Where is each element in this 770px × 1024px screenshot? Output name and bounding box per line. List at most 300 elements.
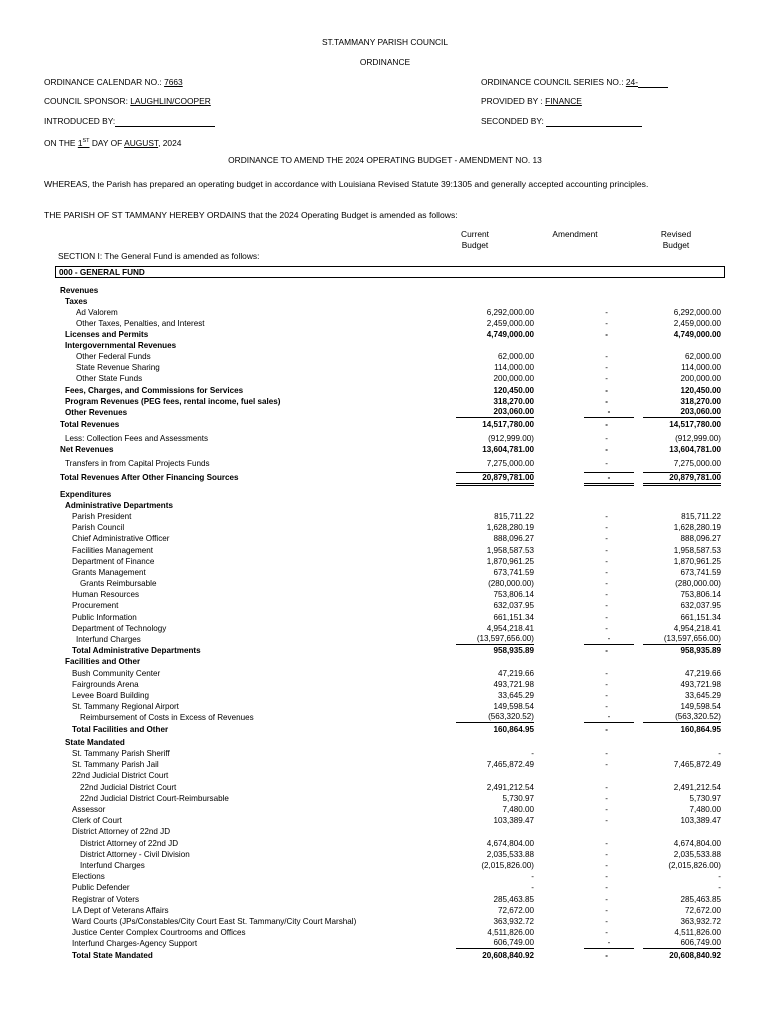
revised-budget-cell: 20,608,840.92 [669, 951, 721, 960]
revised-budget-cell: (563,320.52) [643, 712, 721, 723]
current-budget-cell: 7,480.00 [502, 805, 534, 814]
table-row [0, 307, 770, 318]
table-row [0, 804, 770, 815]
current-budget-cell: 285,463.85 [493, 895, 534, 904]
current-budget-cell: 160,864.95 [493, 725, 534, 734]
row-label: Administrative Departments [65, 501, 173, 510]
revised-budget-cell: 285,463.85 [680, 895, 721, 904]
revised-budget-cell: 673,741.59 [680, 568, 721, 577]
current-budget-cell: (912,999.00) [488, 434, 534, 443]
table-row [0, 351, 770, 362]
row-label: Total State Mandated [72, 951, 153, 960]
row-label: Department of Technology [72, 624, 167, 633]
revised-budget-cell: 661,151.34 [680, 613, 721, 622]
row-label: Total Revenues After Other Financing Sources [60, 473, 239, 482]
revised-budget-cell: (13,597,656.00) [643, 634, 721, 645]
row-label: LA Dept of Veterans Affairs [72, 906, 169, 915]
table-row [0, 511, 770, 522]
amendment-cell: - [605, 557, 608, 566]
current-budget-cell: 1,958,587.53 [486, 546, 534, 555]
current-budget-cell: 33,645.29 [497, 691, 534, 700]
row-label: 22nd Judicial District Court [80, 783, 177, 792]
row-label: St. Tammany Regional Airport [72, 702, 179, 711]
seconded-blank [546, 117, 642, 127]
amendment-cell: - [584, 634, 634, 645]
amendment-cell: - [605, 816, 608, 825]
row-label: Taxes [65, 297, 88, 306]
table-row [0, 578, 770, 589]
row-label: Assessor [72, 805, 106, 814]
current-budget-cell: 14,517,780.00 [482, 420, 534, 429]
document-type: ORDINANCE [359, 57, 411, 67]
amendment-cell: - [584, 472, 634, 486]
table-row [0, 419, 770, 430]
row-label: St. Tammany Parish Jail [72, 760, 159, 769]
current-budget-cell: 753,806.14 [493, 590, 534, 599]
table-row [0, 759, 770, 770]
table-row [0, 433, 770, 444]
amendment-cell: - [605, 601, 608, 610]
amendment-cell: - [605, 760, 608, 769]
table-row [0, 472, 770, 483]
revised-budget-cell: 120,450.00 [680, 386, 721, 395]
date-year: , 2024 [158, 137, 182, 148]
date-day [78, 138, 90, 148]
revised-budget-cell: 114,000.00 [681, 363, 721, 372]
row-label: State Mandated [65, 738, 125, 747]
amendment-cell: - [605, 330, 608, 339]
amendment-cell: - [605, 363, 608, 372]
provided-value: FINANCE [545, 96, 582, 106]
row-label: District Attorney of 22nd JD [72, 827, 171, 836]
amendment-cell: - [605, 646, 608, 655]
calendar-no-line [44, 77, 183, 88]
amendment-cell: - [605, 850, 608, 859]
sponsor-line [44, 96, 211, 107]
current-budget-cell: 13,604,781.00 [482, 445, 534, 454]
revised-budget-cell: 2,459,000.00 [673, 319, 721, 328]
row-label: Total Facilities and Other [72, 725, 169, 734]
revised-budget-cell: 5,730.97 [689, 794, 721, 803]
table-row [0, 634, 770, 645]
row-label: 22nd Judicial District Court [72, 771, 169, 780]
table-row [0, 285, 770, 296]
date-day-number: 1 [77, 137, 83, 148]
current-budget-cell: - [531, 883, 534, 892]
series-blank [638, 78, 668, 88]
current-budget-cell: 114,000.00 [494, 363, 534, 372]
revised-budget-cell: (2,015,826.00) [668, 861, 721, 870]
row-label: Elections [72, 872, 105, 881]
revised-budget-cell: 815,711.22 [681, 512, 721, 521]
row-label: Net Revenues [60, 445, 114, 454]
row-label: Public Information [72, 613, 137, 622]
current-budget-cell: (280,000.00) [488, 579, 534, 588]
current-budget-cell: 120,450.00 [493, 386, 534, 395]
table-row [0, 938, 770, 949]
table-row [0, 793, 770, 804]
whereas-paragraph: WHEREAS, the Parish has prepared an operating budget in accordance with Louisiana Revised Statute 39:1305 and generally accepted accounting principles. [44, 179, 649, 189]
calendar-label: ORDINANCE CALENDAR NO.: [44, 77, 162, 87]
row-label: Clerk of Court [72, 816, 122, 825]
amendment-cell: - [605, 794, 608, 803]
row-label: Other Federal Funds [76, 352, 151, 361]
col-current-line1: Current [461, 229, 489, 239]
table-row [0, 782, 770, 793]
amendment-cell: - [605, 783, 608, 792]
date-month: AUGUST [124, 137, 159, 148]
amendment-cell: - [605, 917, 608, 926]
table-row [0, 522, 770, 533]
table-row [0, 385, 770, 396]
amendment-cell: - [584, 938, 634, 949]
revised-budget-cell: 4,749,000.00 [673, 330, 721, 339]
table-row [0, 329, 770, 340]
revised-budget-cell: 200,000.00 [680, 374, 721, 383]
row-label: Human Resources [72, 590, 140, 599]
revised-budget-cell: 6,292,000.00 [673, 308, 721, 317]
revised-budget-cell: 14,517,780.00 [669, 420, 721, 429]
current-budget-cell: 47,219.66 [497, 669, 534, 678]
current-budget-cell: 661,151.34 [493, 613, 534, 622]
current-budget-cell: 200,000.00 [493, 374, 534, 383]
row-label: Other Taxes, Penalties, and Interest [76, 319, 205, 328]
amendment-cell: - [584, 407, 634, 418]
current-budget-cell: 958,935.89 [493, 646, 534, 655]
revised-budget-cell: 160,864.95 [680, 725, 721, 734]
introduced-label: INTRODUCED BY: [44, 116, 116, 126]
row-label: Grants Management [72, 568, 146, 577]
amendment-cell: - [605, 702, 608, 711]
current-budget-cell: 1,870,961.25 [486, 557, 534, 566]
revised-budget-cell: 7,275,000.00 [673, 459, 721, 468]
row-label: Transfers in from Capital Projects Funds [65, 459, 210, 468]
revised-budget-cell: 1,628,280.19 [673, 523, 721, 532]
seconded-label: SECONDED BY: [481, 116, 544, 126]
date-line [44, 136, 181, 149]
row-label: Ward Courts (JPs/Constables/City Court East St. Tammany/City Court Marshal) [72, 917, 357, 926]
amendment-cell: - [605, 928, 608, 937]
amendment-cell: - [605, 512, 608, 521]
revised-budget-cell: - [718, 872, 721, 881]
current-budget-cell: 493,721.98 [493, 680, 534, 689]
row-label: Other State Funds [76, 374, 143, 383]
current-budget-cell: 4,674,804.00 [486, 839, 534, 848]
table-row [0, 612, 770, 623]
amendment-cell: - [605, 951, 608, 960]
row-label: Intergovernmental Revenues [65, 341, 177, 350]
row-label: Bush Community Center [72, 669, 161, 678]
current-budget-cell: 149,598.54 [493, 702, 534, 711]
revised-budget-cell: 33,645.29 [684, 691, 721, 700]
table-row [0, 373, 770, 384]
row-label: Registrar of Voters [72, 895, 140, 904]
revised-budget-cell: 13,604,781.00 [669, 445, 721, 454]
table-row [0, 838, 770, 849]
amendment-cell: - [605, 319, 608, 328]
current-budget-cell: 72,672.00 [497, 906, 534, 915]
amendment-cell: - [605, 906, 608, 915]
revised-budget-cell: 1,870,961.25 [673, 557, 721, 566]
current-budget-cell: 815,711.22 [494, 512, 534, 521]
amendment-cell: - [605, 420, 608, 429]
table-row [0, 916, 770, 927]
table-row [0, 567, 770, 578]
amendment-cell: - [605, 308, 608, 317]
row-label: Interfund Charges [76, 635, 141, 644]
provided-line [481, 96, 582, 107]
amendment-cell: - [605, 568, 608, 577]
table-row [0, 600, 770, 611]
row-label: Revenues [60, 286, 99, 295]
revised-budget-cell: 318,270.00 [680, 397, 721, 406]
current-budget-cell: 1,628,280.19 [486, 523, 534, 532]
row-label: Levee Board Building [72, 691, 149, 700]
table-row [0, 623, 770, 634]
table-row [0, 737, 770, 748]
table-row [0, 679, 770, 690]
table-row [0, 748, 770, 759]
row-label: Total Administrative Departments [72, 646, 201, 655]
table-row [0, 894, 770, 905]
amendment-cell: - [605, 579, 608, 588]
amendment-cell: - [605, 861, 608, 870]
revised-budget-cell: 493,721.98 [680, 680, 721, 689]
row-label: Justice Center Complex Courtrooms and Offices [72, 928, 246, 937]
current-budget-cell: 2,491,212.54 [486, 783, 534, 792]
col-revised-line1: Revised [660, 229, 692, 239]
table-row [0, 296, 770, 307]
current-budget-cell: 4,511,826.00 [487, 928, 534, 937]
row-label: State Revenue Sharing [76, 363, 160, 372]
fund-header-box: 000 - GENERAL FUND [55, 266, 725, 278]
table-row [0, 815, 770, 826]
row-label: Interfund Charges-Agency Support [72, 939, 198, 948]
revised-budget-cell: 103,389.47 [680, 816, 721, 825]
amendment-cell: - [605, 386, 608, 395]
current-budget-cell: 606,749.00 [456, 938, 534, 949]
amendment-cell: - [605, 445, 608, 454]
revised-budget-cell: 62,000.00 [684, 352, 721, 361]
revised-budget-cell: 7,480.00 [689, 805, 721, 814]
table-row [0, 489, 770, 500]
table-row [0, 701, 770, 712]
amendment-cell: - [605, 546, 608, 555]
current-budget-cell: 7,275,000.00 [486, 459, 534, 468]
row-label: Grants Reimbursable [80, 579, 157, 588]
amendment-cell: - [605, 624, 608, 633]
revised-budget-cell: 363,932.72 [680, 917, 721, 926]
current-budget-cell: - [531, 749, 534, 758]
amendment-cell: - [605, 691, 608, 700]
table-row [0, 407, 770, 418]
amendment-cell: - [605, 680, 608, 689]
amendment-cell: - [605, 374, 608, 383]
current-budget-cell: 888,096.27 [493, 534, 534, 543]
seconded-line [481, 116, 642, 127]
current-budget-cell: 20,608,840.92 [482, 951, 534, 960]
current-budget-cell: (2,015,826.00) [481, 861, 534, 870]
current-budget-cell: 103,389.47 [493, 816, 534, 825]
current-budget-cell: 2,459,000.00 [486, 319, 534, 328]
calendar-number: 7663 [164, 77, 183, 87]
table-row [0, 860, 770, 871]
row-label: Chief Administrative Officer [72, 534, 170, 543]
table-row [0, 668, 770, 679]
table-row [0, 589, 770, 600]
revised-budget-cell: 958,935.89 [680, 646, 721, 655]
revised-budget-cell: 20,879,781.00 [643, 472, 721, 486]
table-row [0, 556, 770, 567]
revised-budget-cell: 4,674,804.00 [673, 839, 721, 848]
amendment-cell: - [605, 725, 608, 734]
ordinance-title: ORDINANCE TO AMEND THE 2024 OPERATING BUDGET - AMENDMENT NO. 13 [228, 155, 542, 165]
row-label: Facilities Management [72, 546, 153, 555]
row-label: Procurement [72, 601, 119, 610]
current-budget-cell: 318,270.00 [493, 397, 534, 406]
row-label: 22nd Judicial District Court-Reimbursable [80, 794, 229, 803]
table-row [0, 905, 770, 916]
amendment-cell: - [584, 712, 634, 723]
provided-label: PROVIDED BY : [481, 96, 543, 106]
table-row [0, 826, 770, 837]
row-label: St. Tammany Parish Sheriff [72, 749, 170, 758]
table-row [0, 950, 770, 961]
date-mid: DAY OF [91, 137, 123, 148]
amendment-cell: - [605, 872, 608, 881]
revised-budget-cell: 203,060.00 [643, 407, 721, 418]
current-budget-cell: 4,954,218.41 [486, 624, 534, 633]
current-budget-cell: 6,292,000.00 [486, 308, 534, 317]
revised-budget-cell: 888,096.27 [680, 534, 721, 543]
table-row [0, 882, 770, 893]
row-label: District Attorney of 22nd JD [80, 839, 179, 848]
introduced-blank [115, 117, 215, 127]
amendment-cell: - [605, 749, 608, 758]
row-label: Public Defender [72, 883, 130, 892]
section-heading: SECTION I: The General Fund is amended as follows: [58, 251, 260, 261]
table-row [0, 500, 770, 511]
row-label: Less: Collection Fees and Assessments [65, 434, 209, 443]
row-label: Licenses and Permits [65, 330, 149, 339]
introduced-line [44, 116, 215, 127]
amendment-cell: - [605, 523, 608, 532]
current-budget-cell: 203,060.00 [456, 407, 534, 418]
revised-budget-cell: - [718, 883, 721, 892]
revised-budget-cell: 7,465,872.49 [673, 760, 721, 769]
revised-budget-cell: (912,999.00) [675, 434, 721, 443]
table-row [0, 444, 770, 455]
amendment-cell: - [605, 883, 608, 892]
row-label: Fairgrounds Arena [72, 680, 139, 689]
current-budget-cell: (13,597,656.00) [456, 634, 534, 645]
table-row [0, 724, 770, 735]
revised-budget-cell: 606,749.00 [643, 938, 721, 949]
current-budget-cell: 62,000.00 [497, 352, 534, 361]
revised-budget-cell: 632,037.95 [680, 601, 721, 610]
amendment-cell: - [605, 590, 608, 599]
table-row [0, 849, 770, 860]
current-budget-cell: 363,932.72 [493, 917, 534, 926]
amendment-cell: - [605, 534, 608, 543]
sponsor-value: LAUGHLIN/COOPER [130, 96, 211, 106]
current-budget-cell: 20,879,781.00 [456, 472, 534, 486]
revised-budget-cell: 149,598.54 [680, 702, 721, 711]
row-label: Total Revenues [60, 420, 120, 429]
current-budget-cell: 2,035,533.88 [486, 850, 534, 859]
date-prefix: ON THE [44, 137, 76, 148]
revised-budget-cell: 4,511,826.00 [674, 928, 721, 937]
revised-budget-cell: 4,954,218.41 [673, 624, 721, 633]
series-label: ORDINANCE COUNCIL SERIES NO.: [481, 77, 624, 87]
series-no-line [481, 77, 668, 88]
revised-budget-cell: 753,806.14 [680, 590, 721, 599]
amendment-cell: - [605, 459, 608, 468]
revised-budget-cell: 72,672.00 [684, 906, 721, 915]
table-row [0, 340, 770, 351]
row-label: Department of Finance [72, 557, 155, 566]
table-row [0, 770, 770, 781]
amendment-cell: - [605, 397, 608, 406]
current-budget-cell: 5,730.97 [502, 794, 534, 803]
col-revised-line2: Budget [662, 240, 690, 250]
revised-budget-cell: (280,000.00) [675, 579, 721, 588]
current-budget-cell: 673,741.59 [493, 568, 534, 577]
current-budget-cell: - [531, 872, 534, 881]
current-budget-cell: 7,465,872.49 [486, 760, 534, 769]
amendment-cell: - [605, 839, 608, 848]
table-row [0, 645, 770, 656]
current-budget-cell: (563,320.52) [456, 712, 534, 723]
current-budget-cell: 632,037.95 [493, 601, 534, 610]
amendment-cell: - [605, 805, 608, 814]
revised-budget-cell: 1,958,587.53 [673, 546, 721, 555]
date-day-suffix: ST [82, 138, 90, 144]
col-amendment: Amendment [552, 229, 598, 239]
row-label: Program Revenues (PEG fees, rental income, fuel sales) [65, 397, 281, 406]
revised-budget-cell: 2,035,533.88 [673, 850, 721, 859]
sponsor-label: COUNCIL SPONSOR: [44, 96, 128, 106]
row-label: Interfund Charges [80, 861, 145, 870]
row-label: Ad Valorem [76, 308, 118, 317]
amendment-cell: - [605, 613, 608, 622]
table-row [0, 712, 770, 723]
table-row [0, 458, 770, 469]
amendment-cell: - [605, 669, 608, 678]
row-label: Reimbursement of Costs in Excess of Revenues [80, 713, 254, 722]
ordains-paragraph: THE PARISH OF ST TAMMANY HEREBY ORDAINS that the 2024 Operating Budget is amended as follows: [44, 210, 458, 220]
council-name: ST.TAMMANY PARISH COUNCIL [321, 37, 449, 47]
amendment-cell: - [605, 434, 608, 443]
col-current-line2: Budget [461, 240, 489, 250]
table-row [0, 871, 770, 882]
row-label: Facilities and Other [65, 657, 141, 666]
row-label: District Attorney - Civil Division [80, 850, 190, 859]
row-label: Other Revenues [65, 408, 128, 417]
current-budget-cell: 4,749,000.00 [486, 330, 534, 339]
table-row [0, 362, 770, 373]
table-row [0, 533, 770, 544]
table-row [0, 927, 770, 938]
table-row [0, 318, 770, 329]
table-row [0, 690, 770, 701]
amendment-cell: - [605, 352, 608, 361]
revised-budget-cell: - [718, 749, 721, 758]
row-label: Parish President [72, 512, 132, 521]
table-row [0, 545, 770, 556]
table-row [0, 396, 770, 407]
row-label: Expenditures [60, 490, 112, 499]
